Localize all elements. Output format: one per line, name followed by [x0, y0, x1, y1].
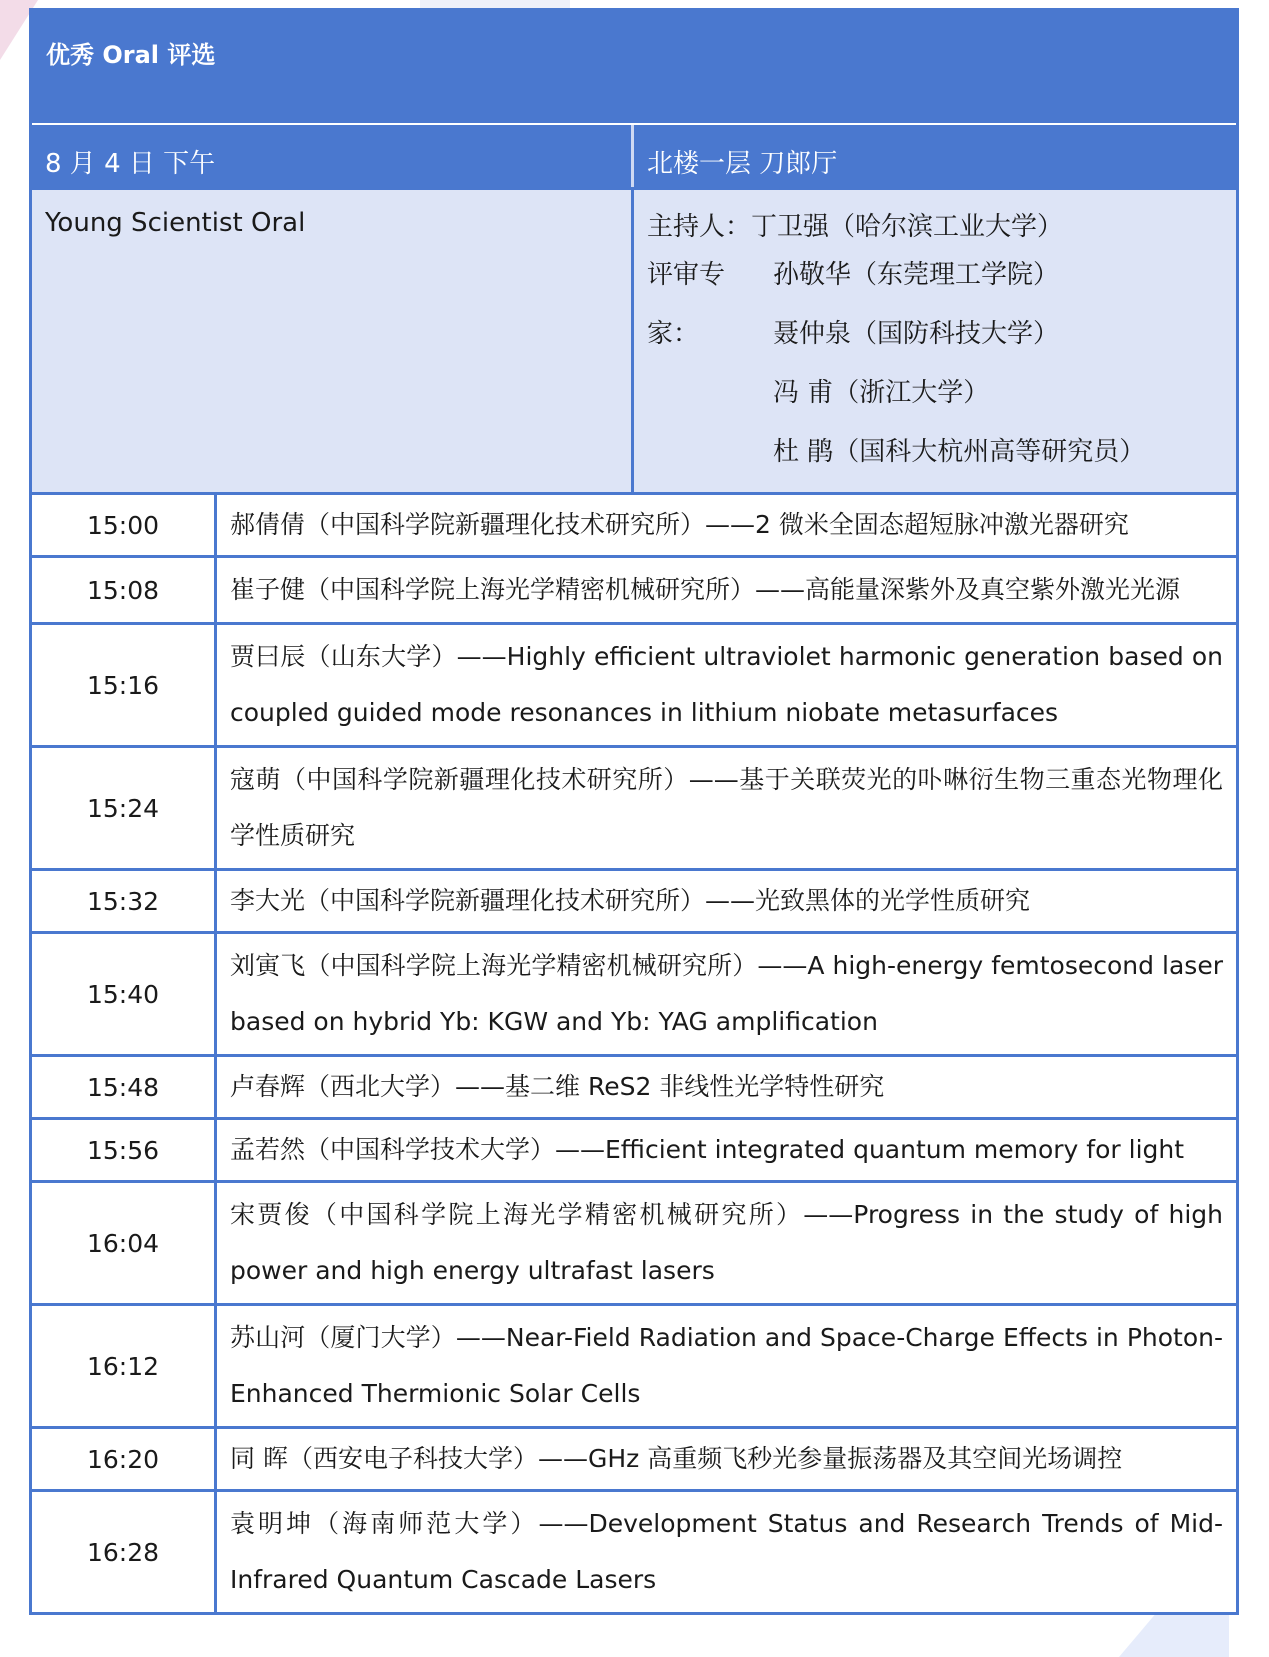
- table-row: [32, 558, 1236, 625]
- table-row: [32, 1183, 1236, 1306]
- table-row: [32, 625, 1236, 748]
- talk-title: 同 晖（西安电子科技大学）——GHz 高重频飞秒光参量振荡器及其空间光场调控: [230, 1444, 1123, 1473]
- talk-time: 15:00: [32, 495, 217, 555]
- talk-title: 崔子健（中国科学院上海光学精密机械研究所）——高能量深紫外及真空紫外激光光源: [230, 575, 1181, 604]
- expert-name: 杜 鹃（国科大杭州高等研究员）: [773, 437, 1146, 467]
- experts-label: 评审专家：: [647, 260, 726, 349]
- talk-time: 15:16: [32, 625, 217, 745]
- expert-name: 聂仲泉（国防科技大学）: [773, 319, 1060, 349]
- table-row: [32, 1492, 1236, 1612]
- talk-title: 孟若然（中国科学技术大学）——Efficient integrated quantum memory for light: [230, 1135, 1185, 1164]
- session-name: Young Scientist Oral: [32, 190, 634, 492]
- host-label: 主持人：: [647, 212, 752, 242]
- experts-list: [773, 246, 1145, 482]
- table-row: [32, 748, 1236, 871]
- talk-title: 卢春辉（西北大学）——基二维 ReS2 非线性光学特性研究: [230, 1072, 885, 1101]
- talk-title: 郝倩倩（中国科学院新疆理化技术研究所）——2 微米全固态超短脉冲激光器研究: [230, 510, 1129, 539]
- table-row: [32, 1429, 1236, 1492]
- table-row: [32, 1057, 1236, 1120]
- talk-time: 16:20: [32, 1429, 217, 1489]
- table-row: [32, 1120, 1236, 1183]
- talk-title: 宋贾俊（中国科学院上海光学精密机械研究所）——Progress in the study of high power and high energy ultrafast lasers: [230, 1200, 1223, 1285]
- expert-name: 冯 甫（浙江大学）: [773, 378, 990, 408]
- host-name: 丁卫强（哈尔滨工业大学）: [751, 212, 1064, 242]
- talk-title: 袁明坤（海南师范大学）——Development Status and Research Trends of Mid-Infrared Quantum Cascade Lasers: [230, 1509, 1223, 1594]
- talk-time: 16:28: [32, 1492, 217, 1612]
- talk-list: [32, 495, 1236, 1612]
- talk-time: 15:40: [32, 934, 217, 1054]
- schedule-table: [29, 8, 1239, 1615]
- session-header-row: [32, 125, 1236, 190]
- talk-time: 15:56: [32, 1120, 217, 1180]
- experts-block: [647, 246, 1223, 482]
- talk-time: 16:12: [32, 1306, 217, 1426]
- session-staff: [634, 190, 1236, 492]
- talk-time: 15:48: [32, 1057, 217, 1117]
- session-location: 北楼一层 刀郎厅: [647, 149, 838, 179]
- talk-title: 苏山河（厦门大学）——Near-Field Radiation and Space-Charge Effects in Photon-Enhanced Thermionic Solar Cells: [230, 1323, 1223, 1408]
- table-row: [32, 871, 1236, 934]
- talk-title: 刘寅飞（中国科学院上海光学精密机械研究所）——A high-energy femtosecond laser based on hybrid Yb: KGW and Yb: YAG amplification: [230, 951, 1223, 1036]
- top-decoration: [420, 0, 570, 8]
- session-info-row: [32, 190, 1236, 495]
- talk-title: 李大光（中国科学院新疆理化技术研究所）——光致黑体的光学性质研究: [230, 886, 1031, 915]
- table-title: 优秀 Oral 评选: [32, 11, 1236, 125]
- talk-title: 寇萌（中国科学院新疆理化技术研究所）——基于关联荧光的卟啉衍生物三重态光物理化学性质研究: [230, 765, 1223, 850]
- talk-time: 15:08: [32, 558, 217, 622]
- table-row: [32, 1306, 1236, 1429]
- host-line: [647, 208, 1223, 246]
- table-row: [32, 934, 1236, 1057]
- talk-time: 16:04: [32, 1183, 217, 1303]
- talk-time: 15:24: [32, 748, 217, 868]
- talk-title: 贾曰辰（山东大学）——Highly efficient ultraviolet harmonic generation based on coupled guided mode resonances in lithium niobate metasurfaces: [230, 642, 1223, 727]
- table-row: [32, 495, 1236, 558]
- expert-name: 孙敬华（东莞理工学院）: [773, 260, 1060, 290]
- session-date: 8 月 4 日 下午: [32, 125, 634, 187]
- talk-time: 15:32: [32, 871, 217, 931]
